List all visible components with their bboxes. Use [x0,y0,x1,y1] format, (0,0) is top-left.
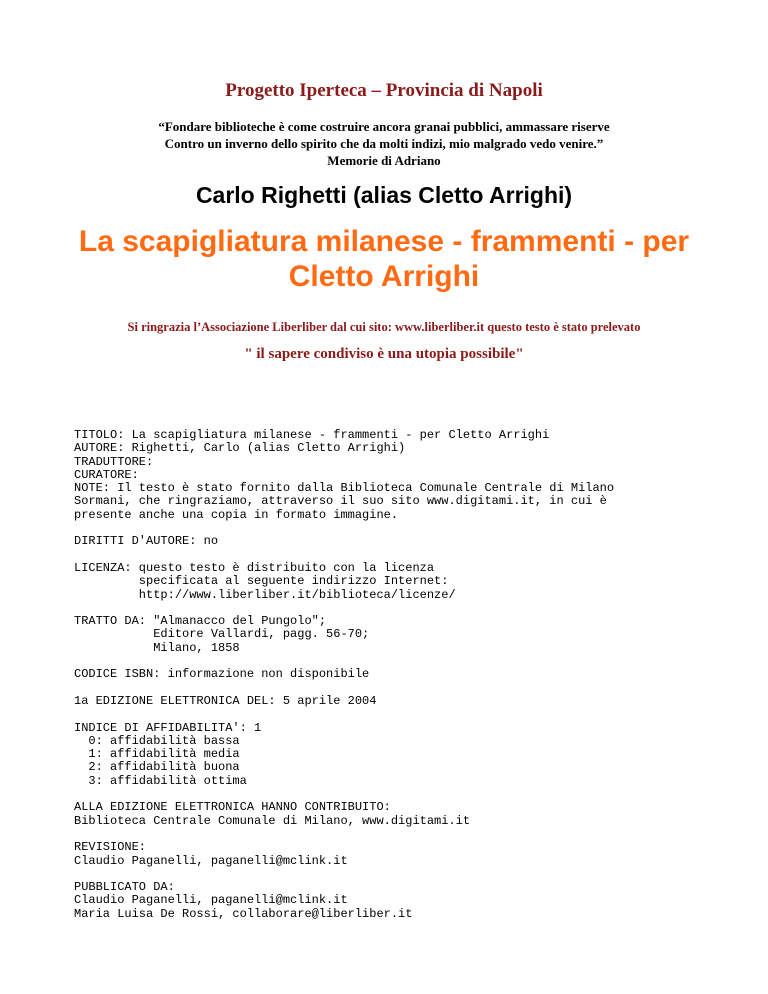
quote-line-2: Contro un inverno dello spirito che da molti indizi, mio malgrado vedo venire.” [164,136,604,151]
epigraph-quote [0,118,768,169]
colophon-text: TITOLO: La scapigliatura milanese - frammenti - per Cletto Arrighi AUTORE: Righetti, Carlo (alias Cletto Arrighi) TRADUTTORE: CURATORE: NOTE: Il testo è stato fornito dalla Biblioteca Comunale Centrale di Milano Sormani, che ringraziamo, attraverso il suo sito www.digitami.it, in cui è presente anche una copia in formato immagine. DIRITTI D'AUTORE: no LICENZA: questo testo è distribuito con la licenza specificata al seguente indirizzo Internet: http://www.liberliber.it/biblioteca/licenze/ TRATTO DA: "Almanacco del Pungolo"; Editore Vallardi, pagg. 56-70; Milano, 1858 CODICE ISBN: informazione non disponibile 1a EDIZIONE ELETTRONICA DEL: 5 aprile 2004 INDICE DI AFFIDABILITA': 1 0: affidabilità bassa 1: affidabilità media 2: affidabilità buona 3: affidabilità ottima ALLA EDIZIONE ELETTRONICA HANNO CONTRIBUITO: Biblioteca Centrale Comunale di Milano, www.digitami.it REVISIONE: Claudio Paganelli, paganelli@mclink.it PUBBLICATO DA: Claudio Paganelli, paganelli@mclink.it Maria Luisa De Rossi, collaborare@liberliber.it [74,428,615,921]
project-title: Progetto Iperteca – Provincia di Napoli [225,80,543,101]
acknowledgement-text: Si ringrazia l’Associazione Liberliber dal cui sito: www.liberliber.it questo testo è stato prelevato [127,320,641,334]
quote-source: Memorie di Adriano [327,153,441,168]
work-title: La scapigliatura milanese - frammenti - per Cletto Arrighi [78,225,690,293]
author-name: Carlo Righetti (alias Cletto Arrighi) [195,182,573,208]
quote-line-1: “Fondare biblioteche è come costruire ancora granai pubblici, ammassare riserve [158,119,610,134]
motto-text: " il sapere condiviso è una utopia possibile" [244,346,524,362]
